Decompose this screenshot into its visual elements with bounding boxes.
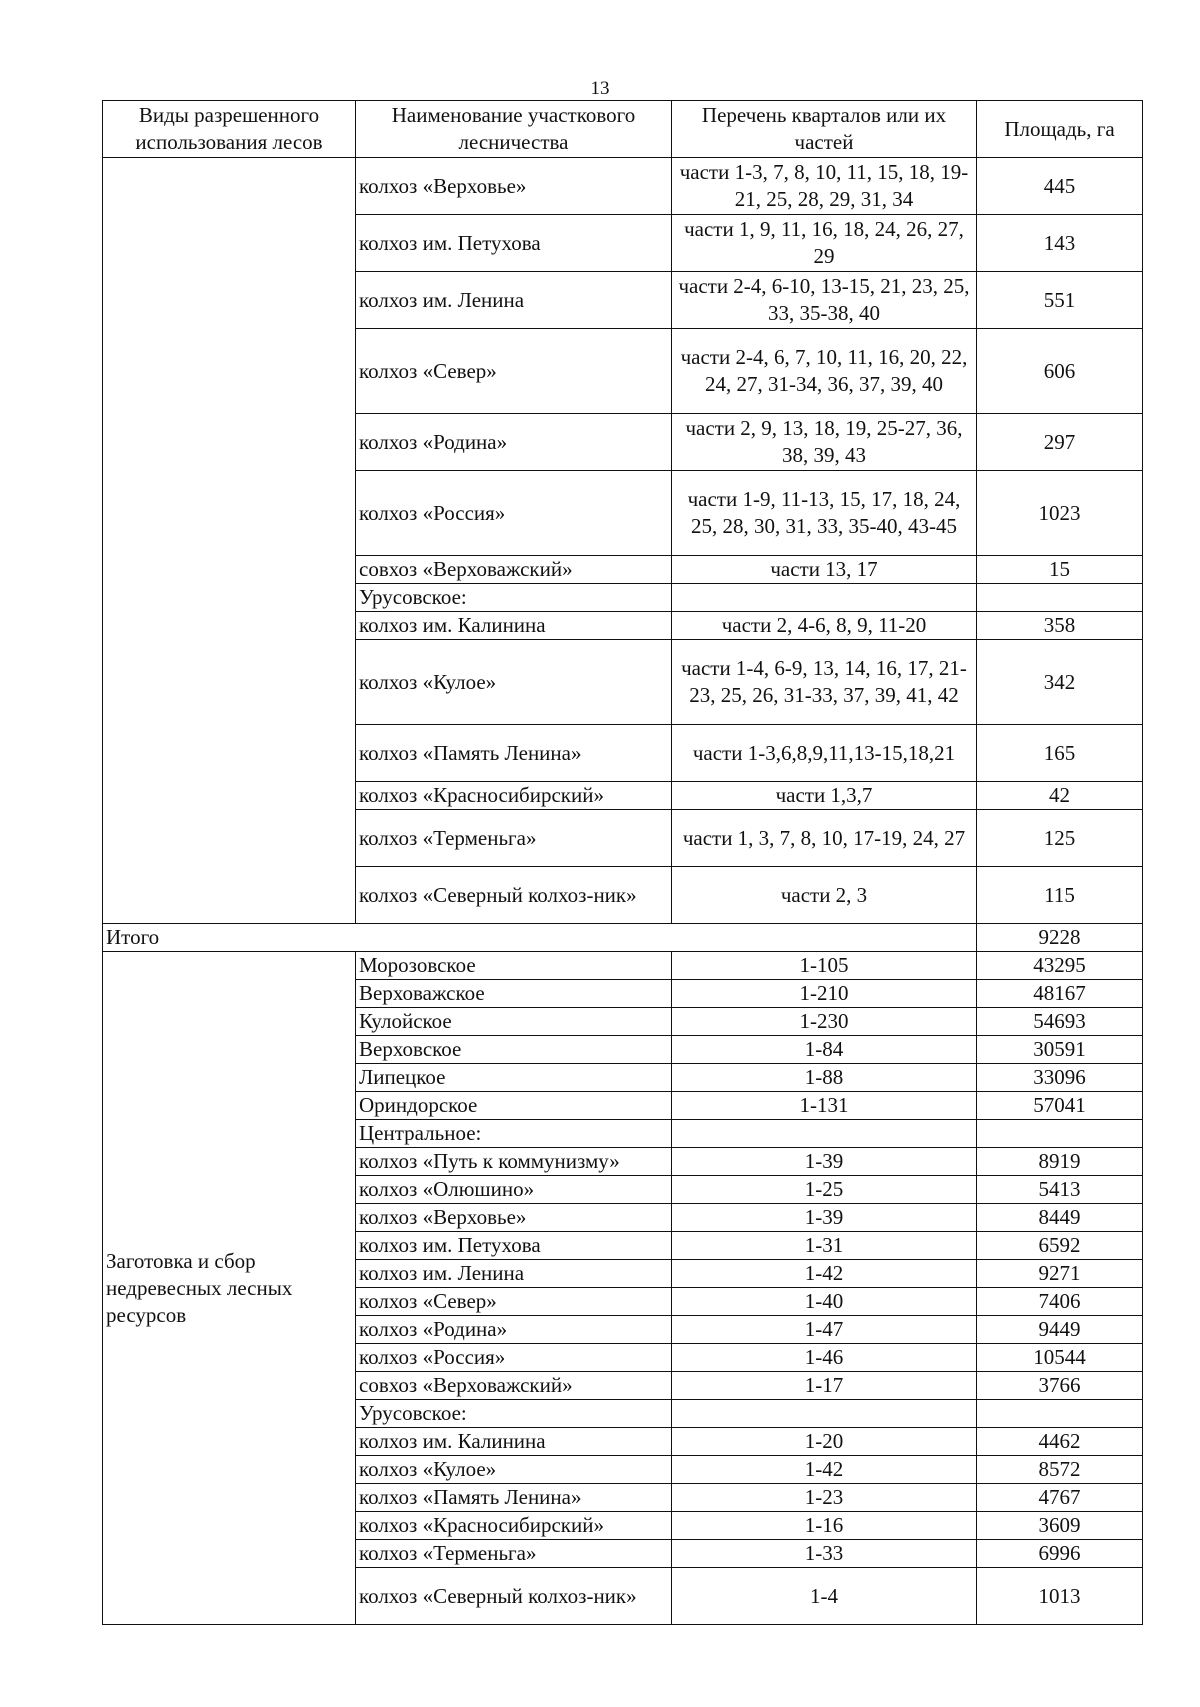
area-value: 8919 xyxy=(977,1148,1143,1176)
area-value: 54693 xyxy=(977,1008,1143,1036)
area-value: 33096 xyxy=(977,1064,1143,1092)
forestry-name: совхоз «Верховажский» xyxy=(356,1372,672,1400)
forestry-name: колхоз «Родина» xyxy=(356,1316,672,1344)
area-value: 30591 xyxy=(977,1036,1143,1064)
header-quarters: Перечень кварталов или их частей xyxy=(672,101,977,158)
total-row xyxy=(103,924,1143,952)
forest-use-table xyxy=(102,100,1143,1625)
quarters-list: 1-47 xyxy=(672,1316,977,1344)
forestry-name: колхоз «Красносибирский» xyxy=(356,1512,672,1540)
forestry-name: совхоз «Верховажский» xyxy=(356,556,672,584)
quarters-list: 1-31 xyxy=(672,1232,977,1260)
forestry-name: колхоз «Терменьга» xyxy=(356,1540,672,1568)
forestry-name: колхоз «Олюшино» xyxy=(356,1176,672,1204)
quarters-list: 1-131 xyxy=(672,1092,977,1120)
quarters-list: части 1-3,6,8,9,11,13-15,18,21 xyxy=(672,725,977,782)
area-value: 42 xyxy=(977,782,1143,810)
quarters-list: 1-4 xyxy=(672,1568,977,1625)
forestry-name: колхоз им. Ленина xyxy=(356,272,672,329)
forestry-name: колхоз «Терменьга» xyxy=(356,810,672,867)
quarters-list: части 1,3,7 xyxy=(672,782,977,810)
quarters-list: части 2-4, 6-10, 13-15, 21, 23, 25, 33, 35-38, 40 xyxy=(672,272,977,329)
forestry-name: колхоз «Россия» xyxy=(356,471,672,556)
forestry-name: колхоз «Кулое» xyxy=(356,640,672,725)
quarters-list: части 2, 4-6, 8, 9, 11-20 xyxy=(672,612,977,640)
quarters-list: части 2, 3 xyxy=(672,867,977,924)
quarters-list: части 1-4, 6-9, 13, 14, 16, 17, 21-23, 25, 26, 31-33, 37, 39, 41, 42 xyxy=(672,640,977,725)
quarters-list: 1-105 xyxy=(672,952,977,980)
forestry-name: Урусовское: xyxy=(356,1400,672,1428)
page-number: 13 xyxy=(590,78,610,99)
area-value: 6996 xyxy=(977,1540,1143,1568)
quarters-list: части 1, 9, 11, 16, 18, 24, 26, 27, 29 xyxy=(672,215,977,272)
area-value: 57041 xyxy=(977,1092,1143,1120)
quarters-list: 1-25 xyxy=(672,1176,977,1204)
area-value: 3766 xyxy=(977,1372,1143,1400)
area-value: 445 xyxy=(977,158,1143,215)
quarters-list: 1-17 xyxy=(672,1372,977,1400)
forestry-name: Центральное: xyxy=(356,1120,672,1148)
quarters-list xyxy=(672,1120,977,1148)
area-value: 6592 xyxy=(977,1232,1143,1260)
quarters-list xyxy=(672,584,977,612)
area-value: 1013 xyxy=(977,1568,1143,1625)
quarters-list xyxy=(672,1400,977,1428)
forestry-name: колхоз «Верховье» xyxy=(356,1204,672,1232)
table-row xyxy=(103,158,1143,215)
forestry-name: колхоз «Родина» xyxy=(356,414,672,471)
quarters-list: 1-23 xyxy=(672,1484,977,1512)
forestry-name: колхоз «Северный колхоз-ник» xyxy=(356,867,672,924)
quarters-list: 1-42 xyxy=(672,1456,977,1484)
area-value: 125 xyxy=(977,810,1143,867)
area-value: 15 xyxy=(977,556,1143,584)
forestry-name: колхоз «Верховье» xyxy=(356,158,672,215)
area-value: 4767 xyxy=(977,1484,1143,1512)
forestry-name: колхоз «Память Ленина» xyxy=(356,1484,672,1512)
forestry-name: колхоз «Память Ленина» xyxy=(356,725,672,782)
forestry-name: Верховажское xyxy=(356,980,672,1008)
section2-body xyxy=(103,952,1143,1625)
quarters-list: части 2, 9, 13, 18, 19, 25-27, 36, 38, 39, 43 xyxy=(672,414,977,471)
area-value: 7406 xyxy=(977,1288,1143,1316)
area-value: 4462 xyxy=(977,1428,1143,1456)
forestry-name: колхоз им. Калинина xyxy=(356,1428,672,1456)
area-value: 1023 xyxy=(977,471,1143,556)
forestry-name: колхоз «Север» xyxy=(356,329,672,414)
forestry-name: колхоз им. Петухова xyxy=(356,215,672,272)
usage-cell-continued xyxy=(103,158,356,924)
quarters-list: части 2-4, 6, 7, 10, 11, 16, 20, 22, 24, 27, 31-34, 36, 37, 39, 40 xyxy=(672,329,977,414)
quarters-list: 1-33 xyxy=(672,1540,977,1568)
header-area: Площадь, га xyxy=(977,101,1143,158)
quarters-list: части 1-3, 7, 8, 10, 11, 15, 18, 19-21, 25, 28, 29, 31, 34 xyxy=(672,158,977,215)
area-value: 358 xyxy=(977,612,1143,640)
quarters-list: 1-46 xyxy=(672,1344,977,1372)
quarters-list: 1-16 xyxy=(672,1512,977,1540)
forestry-name: Кулойское xyxy=(356,1008,672,1036)
forestry-name: Морозовское xyxy=(356,952,672,980)
table-row xyxy=(103,952,1143,980)
quarters-list: части 13, 17 xyxy=(672,556,977,584)
header-forestry: Наименование участкового лесничества xyxy=(356,101,672,158)
header-usage: Виды разрешенного использования лесов xyxy=(103,101,356,158)
area-value xyxy=(977,1400,1143,1428)
area-value: 551 xyxy=(977,272,1143,329)
forestry-name: колхоз им. Петухова xyxy=(356,1232,672,1260)
forestry-name: колхоз им. Калинина xyxy=(356,612,672,640)
forestry-name: колхоз «Путь к коммунизму» xyxy=(356,1148,672,1176)
header-row xyxy=(103,101,1143,158)
total-body xyxy=(103,924,1143,952)
total-area: 9228 xyxy=(977,924,1143,952)
area-value: 8572 xyxy=(977,1456,1143,1484)
area-value: 297 xyxy=(977,414,1143,471)
area-value: 9449 xyxy=(977,1316,1143,1344)
quarters-list: 1-39 xyxy=(672,1148,977,1176)
area-value: 143 xyxy=(977,215,1143,272)
forestry-name: колхоз «Кулое» xyxy=(356,1456,672,1484)
area-value: 48167 xyxy=(977,980,1143,1008)
quarters-list: 1-39 xyxy=(672,1204,977,1232)
area-value: 606 xyxy=(977,329,1143,414)
forestry-name: колхоз «Север» xyxy=(356,1288,672,1316)
forestry-name: колхоз «Северный колхоз-ник» xyxy=(356,1568,672,1625)
quarters-list: 1-20 xyxy=(672,1428,977,1456)
forestry-name: Липецкое xyxy=(356,1064,672,1092)
area-value: 342 xyxy=(977,640,1143,725)
quarters-list: 1-88 xyxy=(672,1064,977,1092)
forestry-name: Ориндорское xyxy=(356,1092,672,1120)
forestry-name: колхоз «Красносибирский» xyxy=(356,782,672,810)
area-value xyxy=(977,1120,1143,1148)
area-value: 9271 xyxy=(977,1260,1143,1288)
area-value: 115 xyxy=(977,867,1143,924)
quarters-list: части 1-9, 11-13, 15, 17, 18, 24, 25, 28, 30, 31, 33, 35-40, 43-45 xyxy=(672,471,977,556)
quarters-list: 1-42 xyxy=(672,1260,977,1288)
area-value: 8449 xyxy=(977,1204,1143,1232)
area-value: 10544 xyxy=(977,1344,1143,1372)
usage-type: Заготовка и сбор недревесных лесных ресурсов xyxy=(103,952,356,1625)
quarters-list: части 1, 3, 7, 8, 10, 17-19, 24, 27 xyxy=(672,810,977,867)
quarters-list: 1-230 xyxy=(672,1008,977,1036)
area-value: 3609 xyxy=(977,1512,1143,1540)
quarters-list: 1-40 xyxy=(672,1288,977,1316)
area-value: 5413 xyxy=(977,1176,1143,1204)
total-label: Итого xyxy=(103,924,977,952)
forestry-name: Урусовское: xyxy=(356,584,672,612)
quarters-list: 1-210 xyxy=(672,980,977,1008)
forestry-name: Верховское xyxy=(356,1036,672,1064)
forestry-name: колхоз им. Ленина xyxy=(356,1260,672,1288)
area-value: 165 xyxy=(977,725,1143,782)
forestry-name: колхоз «Россия» xyxy=(356,1344,672,1372)
area-value xyxy=(977,584,1143,612)
section1-body xyxy=(103,158,1143,924)
quarters-list: 1-84 xyxy=(672,1036,977,1064)
area-value: 43295 xyxy=(977,952,1143,980)
